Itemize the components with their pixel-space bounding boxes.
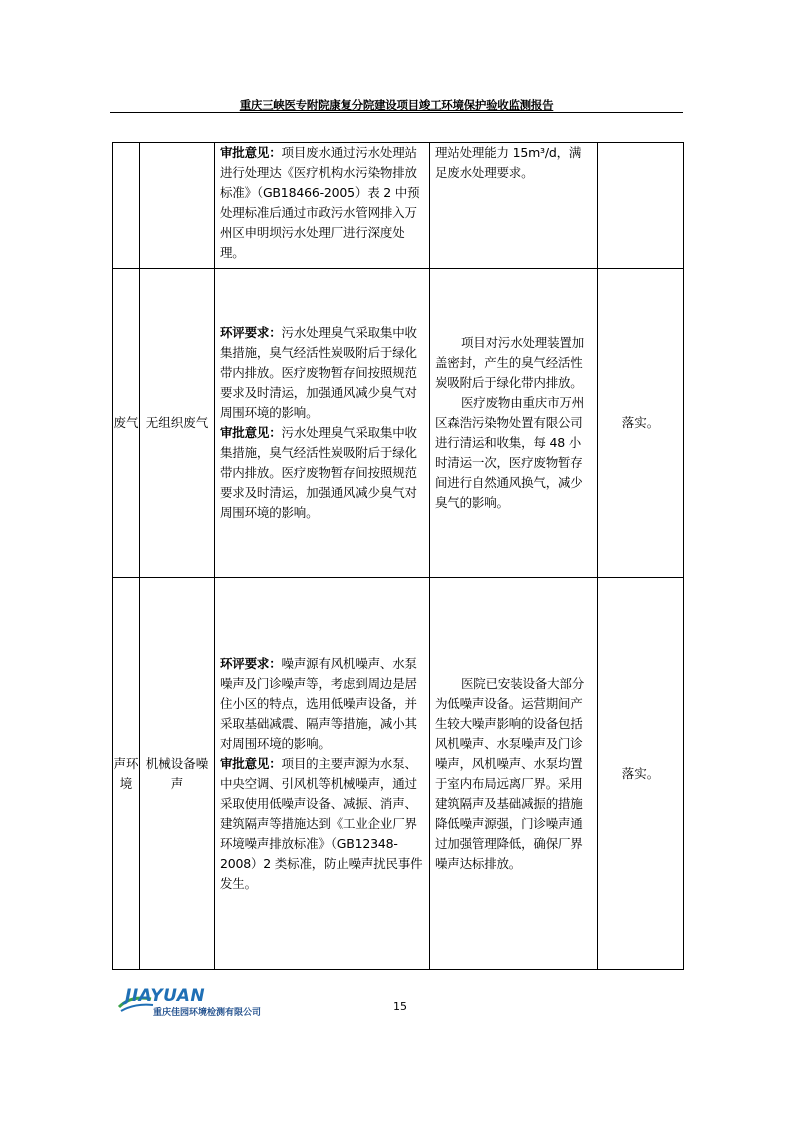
table-row <box>113 269 684 578</box>
category-cell-empty <box>113 143 140 269</box>
eia-text: 噪声源有风机噪声、水泵噪声及门诊噪声等，考虑到周边是居住小区的特点，选用低噪声设备，并采取基础减震、隔声等措施，减小其对周围环境的影响。 <box>220 655 417 751</box>
table-row <box>113 578 684 970</box>
actual-paragraph-1: 项目对污水处理装置加盖密封，产生的臭气经活性炭吸附后于绿化带内排放。 <box>435 335 585 390</box>
page-number: 15 <box>393 1000 407 1013</box>
actual-paragraph-2: 医疗废物由重庆市万州区森浩污染物处置有限公司进行清运和收集，每 48 小时清运一次，医疗废物暂存间进行自然通风换气，减少臭气的影响。 <box>435 395 585 510</box>
sub-category-cell: 无组织废气 <box>140 269 215 578</box>
result-cell: 落实。 <box>598 269 684 578</box>
actual-cell <box>430 143 598 269</box>
result-cell: 落实。 <box>598 578 684 970</box>
report-header-title: 重庆三峡医专附院康复分院建设项目竣工环境保护验收监测报告 <box>239 98 554 112</box>
actual-cell <box>430 578 598 970</box>
logo-wordmark: JIAYUAN <box>125 986 206 1006</box>
approval-text: 项目的主要声源为水泵、中央空调、引风机等机械噪声，通过采取使用低噪声设备、减振、消声、建筑隔声等措施达到《工业企业厂界环境噪声排放标准》（GB12348-2008）2 类标准，防止噪声扰民事件发生。 <box>220 755 423 891</box>
approval-text: 污水处理臭气采取集中收集措施，臭气经活性炭吸附后于绿化带内排放。医疗废物暂存间按照规范要求及时清运，加强通风减少臭气对周围环境的影响。 <box>220 425 417 520</box>
company-logo <box>117 986 277 1018</box>
eia-text: 污水处理臭气采取集中收集措施，臭气经活性炭吸附后于绿化带内排放。医疗废物暂存间按照规范要求及时清运，加强通风减少臭气对周围环境的影响。 <box>220 325 417 420</box>
approval-label: 审批意见： <box>220 755 282 771</box>
table-row <box>113 143 684 269</box>
actual-text: 理站处理能力 15m³/d，满足废水处理要求。 <box>435 145 582 180</box>
approval-label: 审批意见： <box>220 145 282 160</box>
eia-label: 环评要求： <box>220 325 282 340</box>
sub-cell-empty <box>140 143 215 269</box>
sub-category-cell: 机械设备噪声 <box>140 578 215 970</box>
category-cell: 声环境 <box>113 578 140 970</box>
approval-text: 项目废水通过污水处理站进行处理达《医疗机构水污染物排放标准》（GB18466-2005）表 2 中预处理标准后通过市政污水管网排入万州区申明坝污水处理厂进行深度处理。 <box>220 145 420 260</box>
result-cell-empty <box>598 143 684 269</box>
approval-label: 审批意见： <box>220 425 282 440</box>
logo-company-name: 重庆佳园环境检测有限公司 <box>153 1008 262 1018</box>
acceptance-table <box>112 142 684 970</box>
requirement-cell <box>215 269 430 578</box>
requirement-cell <box>215 143 430 269</box>
actual-cell <box>430 269 598 578</box>
eia-label: 环评要求： <box>220 655 282 671</box>
requirement-cell <box>215 578 430 970</box>
category-cell: 废气 <box>113 269 140 578</box>
header-rule <box>110 112 683 113</box>
actual-text: 医院已安装设备大部分为低噪声设备。运营期间产生较大噪声影响的设备包括风机噪声、水泵噪声及门诊噪声，风机噪声、水泵均置于室内布局远离厂界。采用建筑隔声及基础减振的措施降低噪声源强，门诊噪声通过加强管理降低，确保厂界噪声达标排放。 <box>435 675 585 871</box>
